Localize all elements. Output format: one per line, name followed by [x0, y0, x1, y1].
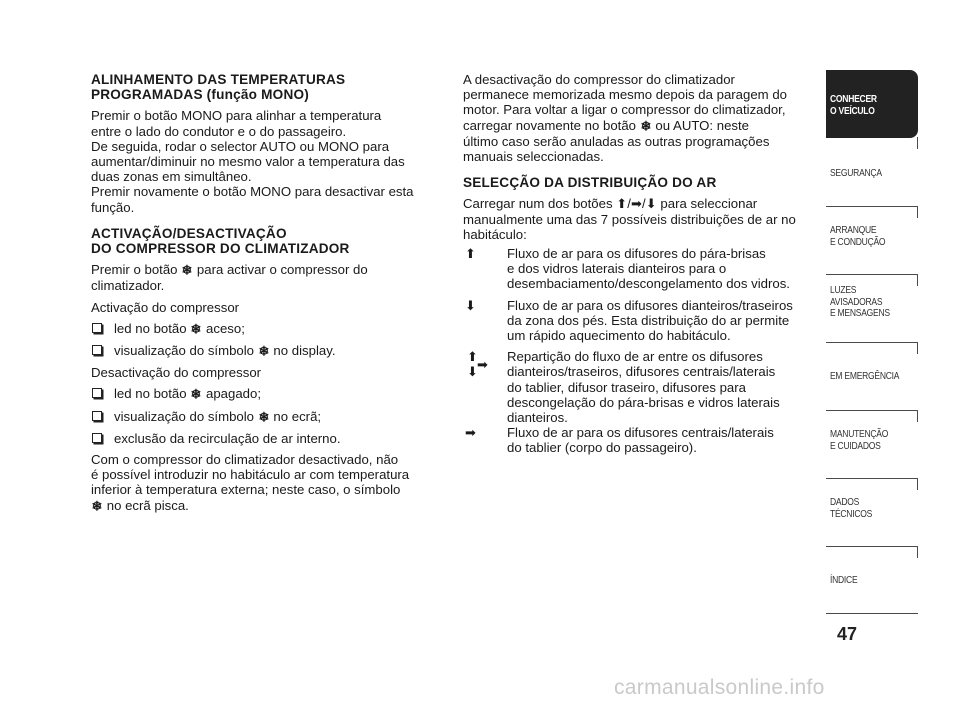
arrow-right-icon: ➡ [630, 196, 643, 212]
paragraph-compressor: Premir o botão ❄ para activar o compressor do climatizador. [91, 262, 368, 294]
snowflake-icon: ❄ [640, 117, 652, 134]
paragraph-memorized: A desactivação do compressor do climatizador permanece memorizada mesmo depois da paragem do motor. Para voltar a ligar o compressor do climatizador, carregar novamente no botão ❄ ou AUTO: neste último caso serão anuladas as outras programações manuais seleccionadas. [463, 72, 787, 165]
snowflake-icon: ❄ [258, 343, 270, 359]
snowflake-icon: ❄ [258, 408, 270, 425]
tab-em-emergencia[interactable]: EM EMERGÊNCIA [826, 342, 918, 410]
list-item: visualização do símbolo ❄ no ecrã; [91, 409, 443, 425]
checkbox-bullet-icon [91, 386, 114, 402]
tab-dados-tecnicos[interactable]: DADOS TÉCNICOS [826, 478, 918, 546]
list-item: visualização do símbolo ❄ no display. [91, 343, 443, 359]
arrow-up-icon: ⬆ [467, 349, 478, 365]
tab-luzes-avisadoras[interactable]: LUZES AVISADORAS E MENSAGENS [826, 274, 918, 342]
arrow-down-icon: ⬇ [645, 196, 657, 212]
deactivation-title: Desactivação do compressor [91, 365, 262, 381]
tab-indice[interactable]: ÍNDICE [826, 546, 918, 614]
arrow-up-icon: ⬆ [465, 246, 476, 262]
list-item: led no botão ❄ aceso; [91, 321, 443, 337]
arrow-down-icon: ⬇ [467, 364, 478, 380]
list-item: ➡ Fluxo de ar para os difusores centrais/laterais do tablier (corpo do passageiro). [465, 425, 774, 456]
arrow-up-icon: ⬆ [616, 196, 628, 212]
snowflake-icon: ❄ [91, 497, 103, 514]
tab-arranque-e-conducao[interactable]: ARRANQUE E CONDUÇÃO [826, 206, 918, 274]
page-number: 47 [837, 624, 858, 644]
activation-title: Activação do compressor [91, 299, 240, 315]
checkbox-bullet-icon [91, 321, 114, 337]
paragraph-warning: Com o compressor do climatizador desactivado, não é possível introduzir no habitáculo ar com temperatura inferior à temperatura externa; neste caso, o símbolo ❄ no ecrã pisca. [91, 452, 410, 514]
watermark: carmanualsonline.info [614, 676, 825, 699]
checkbox-bullet-icon [91, 343, 114, 359]
right-column [463, 72, 815, 456]
left-column [91, 72, 443, 514]
heading-mono: ALINHAMENTO DAS TEMPERATURAS PROGRAMADAS (função MONO) [91, 72, 346, 103]
tab-conhecer-o-veiculo[interactable]: CONHECER O VEÍCULO [826, 70, 918, 138]
snowflake-icon: ❄ [190, 321, 202, 337]
arrow-right-icon: ➡ [465, 425, 476, 441]
arrow-right-icon: ➡ [477, 357, 488, 373]
checkbox-bullet-icon [91, 409, 114, 425]
tab-seguranca[interactable]: SEGURANÇA [826, 138, 918, 206]
checkbox-bullet-icon [91, 431, 114, 446]
snowflake-icon: ❄ [190, 386, 202, 403]
tab-manutencao-e-cuidados[interactable]: MANUTENÇÃO E CUIDADOS [826, 410, 918, 478]
arrow-down-icon: ⬇ [465, 297, 476, 313]
list-item: ⬆ ➡ ⬇ Repartição do fluxo de ar entre os difusores dianteiros/traseiros, difusores centrais/laterais do tablier, difusor traseiro, difusores para descongelação do pára-brisas e vidros laterais dianteiros. [467, 349, 780, 426]
list-item: led no botão ❄ apagado; [91, 386, 443, 402]
list-item: exclusão da recirculação de ar interno. [91, 431, 443, 446]
heading-compressor: ACTIVAÇÃO/DESACTIVAÇÃO DO COMPRESSOR DO CLIMATIZADOR [91, 225, 350, 257]
paragraph-distribution: Carregar num dos botões ⬆/➡/⬇ para seleccionar manualmente uma das 7 possíveis distribuições de ar no habitáculo: [463, 196, 796, 242]
snowflake-icon: ❄ [181, 262, 193, 278]
paragraph-mono: Premir o botão MONO para alinhar a temperatura entre o lado do condutor e o do passageiro. De seguida, rodar o selector AUTO ou MONO para aumentar/diminuir no mesmo valor a temperatura das duas zonas em simultâneo. Premir novamente o botão MONO para desactivar esta função. [91, 108, 414, 215]
list-item: ⬆ Fluxo de ar para os difusores do pára-brisas e dos vidros laterais dianteiros para o desembaciamento/descongelamento dos vidros. [465, 246, 790, 292]
chapter-sidebar [826, 70, 918, 614]
list-item: ⬇ Fluxo de ar para os difusores dianteiros/traseiros da zona dos pés. Esta distribuição do ar permite um rápido aquecimento do habitáculo. [465, 297, 793, 344]
heading-distribution: SELECÇÃO DA DISTRIBUIÇÃO DO AR [463, 175, 717, 191]
